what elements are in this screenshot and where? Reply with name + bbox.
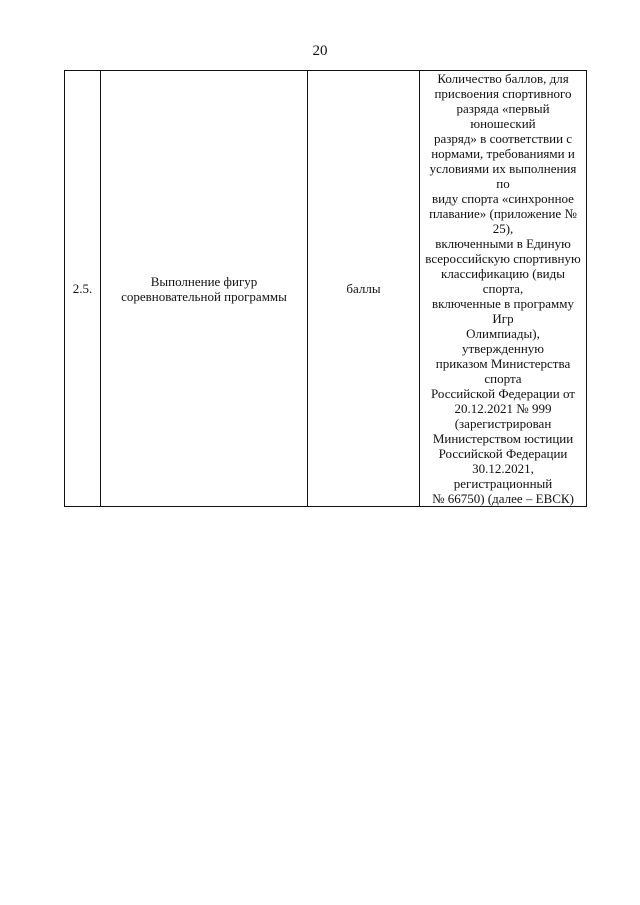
description-line: виду спорта «синхронное xyxy=(432,191,574,206)
description-line: (зарегистрирован xyxy=(454,416,552,431)
row-number-cell: 2.5. xyxy=(65,71,101,507)
page-number: 20 xyxy=(312,43,328,59)
description-line: № 66750) (далее – ЕВСК) xyxy=(432,491,574,506)
description-line: присвоения спортивного xyxy=(434,86,572,101)
description-line: 30.12.2021, регистрационный xyxy=(453,461,553,491)
description-line: условиями их выполнения по xyxy=(429,161,577,191)
description-line: Российской Федерации от xyxy=(431,386,575,401)
description-line: разряда «первый юношеский xyxy=(456,101,550,131)
description-line: включенными в Единую xyxy=(435,236,571,251)
description-line: классификацию (виды спорта, xyxy=(441,266,565,296)
indicator-name-cell: Выполнение фигур соревновательной программы xyxy=(101,71,308,507)
description-line: приказом Министерства спорта xyxy=(435,356,571,386)
description-line: Количество баллов, для xyxy=(437,71,569,86)
description-line: Российской Федерации xyxy=(438,446,568,461)
description-line: нормами, требованиями и xyxy=(431,146,575,161)
description-line: разряд» в соответствии с xyxy=(433,131,573,146)
description-line: 20.12.2021 № 999 xyxy=(454,401,552,416)
unit-cell: баллы xyxy=(308,71,420,507)
description-line: Министерством юстиции xyxy=(432,431,574,446)
table-row xyxy=(65,71,587,507)
description-line: включенные в программу Игр xyxy=(431,296,575,326)
description-cell xyxy=(420,71,587,507)
description-line: всероссийскую спортивную xyxy=(425,251,581,266)
requirements-table xyxy=(64,70,587,507)
description-line: плавание» (приложение № 25), xyxy=(429,206,577,236)
description-line: Олимпиады), утвержденную xyxy=(461,326,544,356)
